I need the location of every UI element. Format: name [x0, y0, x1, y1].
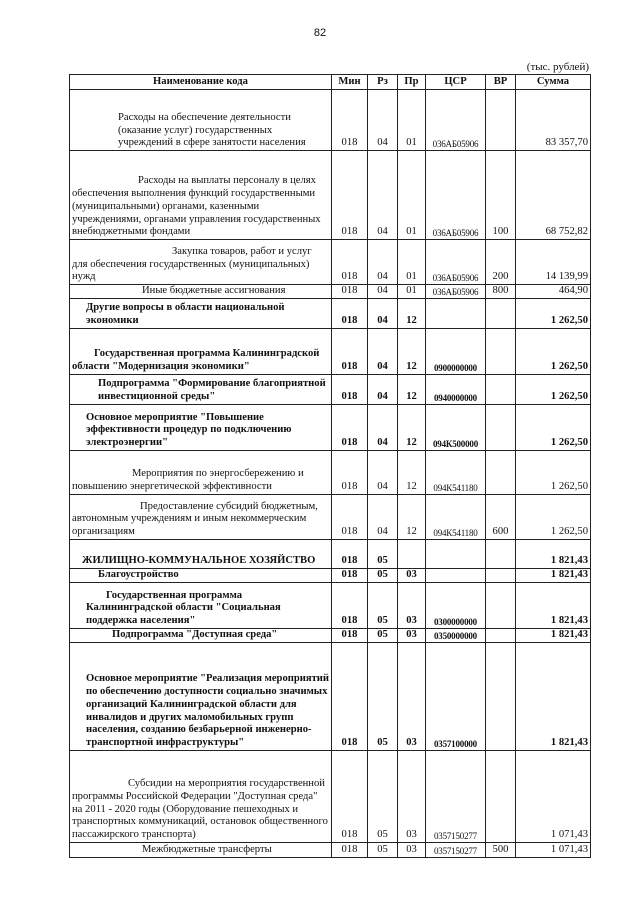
cell-sum: 1 262,50	[516, 494, 591, 539]
header-rz: Рз	[368, 75, 398, 90]
cell-pr: 03	[398, 842, 426, 857]
table-row	[70, 450, 591, 494]
cell-min: 018	[332, 568, 368, 582]
cell-sum: 1 821,43	[516, 628, 591, 642]
cell-sum: 1 262,50	[516, 298, 591, 328]
table-row	[70, 568, 591, 582]
cell-pr: 12	[398, 328, 426, 374]
cell-csr: 036АБ05906	[426, 240, 486, 285]
cell-name: Закупка товаров, работ и услуг для обеспечения государственных (муниципальных) нужд	[70, 240, 332, 285]
cell-vr	[486, 568, 516, 582]
units-label: (тыс. рублей)	[526, 61, 589, 73]
cell-csr: 036АБ05906	[426, 285, 486, 299]
cell-sum: 1 262,50	[516, 374, 591, 404]
cell-rz: 04	[368, 494, 398, 539]
cell-rz: 04	[368, 374, 398, 404]
cell-rz: 05	[368, 568, 398, 582]
cell-name: Благоустройство	[70, 568, 332, 582]
cell-csr	[426, 539, 486, 568]
cell-csr: 036АБ05906	[426, 90, 486, 151]
cell-pr: 12	[398, 374, 426, 404]
cell-min: 018	[332, 90, 368, 151]
cell-rz: 04	[368, 450, 398, 494]
cell-vr: 600	[486, 494, 516, 539]
cell-min: 018	[332, 628, 368, 642]
cell-vr: 800	[486, 285, 516, 299]
cell-sum: 1 821,43	[516, 642, 591, 750]
cell-min: 018	[332, 842, 368, 857]
cell-csr: 036АБ05906	[426, 151, 486, 240]
cell-name: Расходы на обеспечение деятельности (оказание услуг) государственных учреждений в сфере занятости населения	[70, 90, 332, 151]
cell-min: 018	[332, 582, 368, 628]
cell-min: 018	[332, 750, 368, 842]
cell-min: 018	[332, 404, 368, 450]
table-row	[70, 151, 591, 240]
cell-pr: 01	[398, 90, 426, 151]
table-row	[70, 404, 591, 450]
page-number: 82	[313, 27, 327, 39]
table-row	[70, 539, 591, 568]
cell-pr: 12	[398, 450, 426, 494]
cell-vr	[486, 582, 516, 628]
cell-pr: 03	[398, 750, 426, 842]
header-min: Мин	[332, 75, 368, 90]
cell-rz: 04	[368, 404, 398, 450]
header-pr: Пр	[398, 75, 426, 90]
cell-csr: 0940000000	[426, 374, 486, 404]
table-row	[70, 628, 591, 642]
cell-vr	[486, 539, 516, 568]
cell-name: Другие вопросы в области национальной экономики	[70, 298, 332, 328]
cell-min: 018	[332, 285, 368, 299]
header-sum: Сумма	[516, 75, 591, 90]
cell-vr	[486, 450, 516, 494]
cell-rz: 05	[368, 750, 398, 842]
table-body	[70, 90, 591, 858]
table-row	[70, 374, 591, 404]
cell-min: 018	[332, 328, 368, 374]
cell-name: Основное мероприятие "Реализация мероприятий по обеспечению доступности социально значимых организаций Калининградской области для инвалидов и других маломобильных групп населения, созданию безбарьерной инженерно-транспортной инфраструктуры"	[70, 642, 332, 750]
cell-vr	[486, 628, 516, 642]
cell-vr	[486, 298, 516, 328]
budget-table	[69, 74, 591, 858]
cell-csr: 094К500000	[426, 404, 486, 450]
header-row	[70, 75, 591, 90]
cell-vr: 200	[486, 240, 516, 285]
cell-name: Иные бюджетные ассигнования	[70, 285, 332, 299]
cell-csr: 0300000000	[426, 582, 486, 628]
cell-min: 018	[332, 539, 368, 568]
cell-vr: 100	[486, 151, 516, 240]
cell-csr	[426, 298, 486, 328]
cell-vr	[486, 750, 516, 842]
cell-rz: 04	[368, 90, 398, 151]
cell-name: Мероприятия по энергосбережению и повышению энергетической эффективности	[70, 450, 332, 494]
cell-pr: 03	[398, 568, 426, 582]
cell-pr: 12	[398, 298, 426, 328]
cell-rz: 05	[368, 842, 398, 857]
table-row	[70, 494, 591, 539]
table-row	[70, 842, 591, 857]
cell-sum: 1 262,50	[516, 328, 591, 374]
cell-sum: 1 821,43	[516, 582, 591, 628]
cell-min: 018	[332, 151, 368, 240]
cell-rz: 05	[368, 582, 398, 628]
cell-name: Государственная программа Калининградской области "Социальная поддержка населения"	[70, 582, 332, 628]
cell-name: Подпрограмма "Формирование благоприятной инвестиционной среды"	[70, 374, 332, 404]
cell-rz: 05	[368, 539, 398, 568]
cell-csr: 094К541180	[426, 494, 486, 539]
cell-sum: 83 357,70	[516, 90, 591, 151]
header-vr: ВР	[486, 75, 516, 90]
cell-pr: 01	[398, 240, 426, 285]
cell-csr: 0357150277	[426, 842, 486, 857]
cell-name: ЖИЛИЩНО-КОММУНАЛЬНОЕ ХОЗЯЙСТВО	[70, 539, 332, 568]
table-row	[70, 298, 591, 328]
cell-name: Государственная программа Калининградской области "Модернизация экономики"	[70, 328, 332, 374]
cell-min: 018	[332, 450, 368, 494]
cell-min: 018	[332, 374, 368, 404]
cell-rz: 04	[368, 240, 398, 285]
cell-pr: 01	[398, 285, 426, 299]
table-row	[70, 642, 591, 750]
table-row	[70, 90, 591, 151]
cell-rz: 04	[368, 151, 398, 240]
cell-sum: 1 071,43	[516, 750, 591, 842]
cell-csr: 094К541180	[426, 450, 486, 494]
table-row	[70, 750, 591, 842]
header-csr: ЦСР	[426, 75, 486, 90]
cell-vr: 500	[486, 842, 516, 857]
cell-vr	[486, 90, 516, 151]
cell-name: Субсидии на мероприятия государственной программы Российской Федерации "Доступная среда" на 2011 - 2020 годы (Оборудование пешеходных и транспортных коммуникаций, остановок общественного пассажирского транспорта)	[70, 750, 332, 842]
cell-min: 018	[332, 642, 368, 750]
cell-rz: 05	[368, 642, 398, 750]
cell-sum: 1 821,43	[516, 539, 591, 568]
cell-csr	[426, 568, 486, 582]
cell-sum: 1 821,43	[516, 568, 591, 582]
table-row	[70, 328, 591, 374]
cell-csr: 0350000000	[426, 628, 486, 642]
cell-rz: 05	[368, 628, 398, 642]
cell-csr: 0357100000	[426, 642, 486, 750]
cell-min: 018	[332, 298, 368, 328]
table-row	[70, 582, 591, 628]
cell-csr: 0357150277	[426, 750, 486, 842]
cell-pr: 12	[398, 494, 426, 539]
cell-rz: 04	[368, 298, 398, 328]
cell-pr: 12	[398, 404, 426, 450]
cell-sum: 68 752,82	[516, 151, 591, 240]
cell-csr: 0900000000	[426, 328, 486, 374]
cell-pr	[398, 539, 426, 568]
cell-sum: 1 262,50	[516, 404, 591, 450]
cell-sum: 1 262,50	[516, 450, 591, 494]
cell-name: Межбюджетные трансферты	[70, 842, 332, 857]
cell-name: Предоставление субсидий бюджетным, автономным учреждениям и иным некоммерческим организациям	[70, 494, 332, 539]
cell-min: 018	[332, 494, 368, 539]
cell-name: Подпрограмма "Доступная среда"	[70, 628, 332, 642]
cell-name: Расходы на выплаты персоналу в целях обеспечения выполнения функций государственными (муниципальными) органами, казенными учреждениями, органами управления государственных внебюджетными фондами	[70, 151, 332, 240]
table-row	[70, 240, 591, 285]
cell-sum: 1 071,43	[516, 842, 591, 857]
header-name: Наименование кода	[70, 75, 332, 90]
cell-vr	[486, 328, 516, 374]
cell-pr: 03	[398, 628, 426, 642]
cell-rz: 04	[368, 328, 398, 374]
cell-sum: 14 139,99	[516, 240, 591, 285]
cell-min: 018	[332, 240, 368, 285]
cell-vr	[486, 404, 516, 450]
cell-vr	[486, 642, 516, 750]
table-row	[70, 285, 591, 299]
cell-vr	[486, 374, 516, 404]
cell-name: Основное мероприятие "Повышение эффективности процедур по подключению электроэнергии"	[70, 404, 332, 450]
cell-pr: 01	[398, 151, 426, 240]
cell-pr: 03	[398, 642, 426, 750]
cell-pr: 03	[398, 582, 426, 628]
cell-sum: 464,90	[516, 285, 591, 299]
cell-rz: 04	[368, 285, 398, 299]
